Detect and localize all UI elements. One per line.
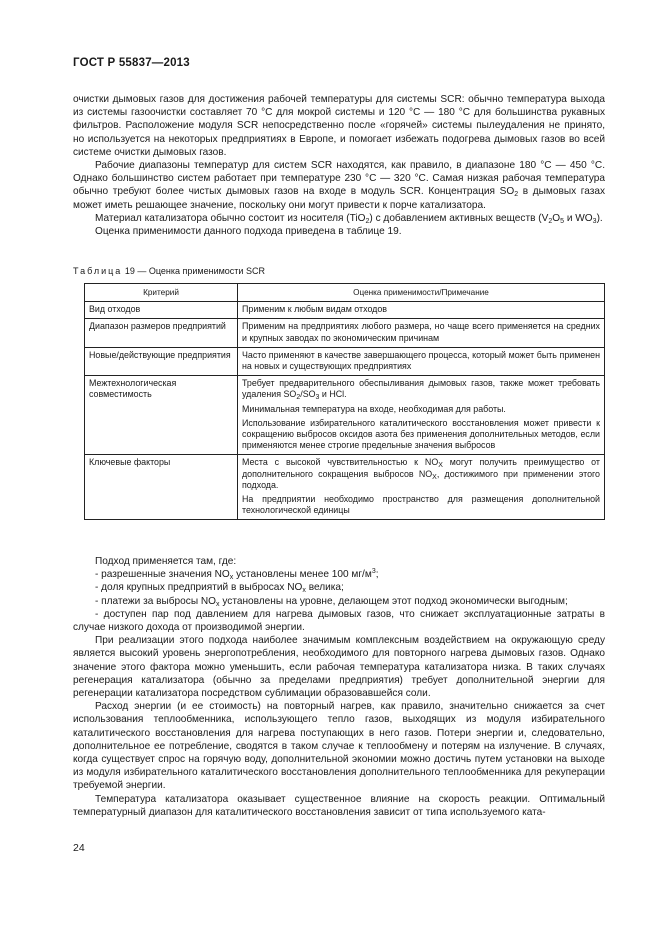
note-line: На предприятии необходимо пространство для размещения дополнительной технологической единицы [242, 494, 600, 516]
criterion-cell: Вид отходов [85, 302, 238, 319]
note-line: Места с высокой чувствительностью к $NO_X$ могут получить преимущество от дополнительного сокращения выбросов $NO_X$, достижимого при применении этого подхода. [242, 457, 600, 490]
note-cell: Применим к любым видам отходов [238, 302, 605, 319]
page-number: 24 [73, 842, 85, 854]
table-header: Критерий [85, 284, 238, 302]
note-cell: Применим на предприятиях любого размера, но чаще всего применяется на средних и крупных заводах по экономическим причинам [238, 319, 605, 347]
intro-text [73, 93, 605, 238]
note-line: Минимальная температура на входе, необходимая для работы. [242, 403, 506, 414]
criterion-cell: Диапазон размеров предприятий [85, 319, 238, 347]
paragraph: очистки дымовых газов для достижения рабочей температуры для системы SCR: обычно температура выхода из системы газоочистки составляет 70 °C для мокрой системы и 120 °C — 180 °C для большинства рукавных фильтров. Расположение модуля SCR непосредственно после «горячей» системы пылеудаления не принято, но используется на некоторых предприятиях в Европе, и помогает избежать подогрева дымовых газов во всей системе очистки дымовых газов. [73, 94, 605, 158]
table-row [85, 302, 605, 319]
document-header: ГОСТ Р 55837—2013 [73, 57, 190, 69]
table-row [85, 347, 605, 375]
paragraph: Температура катализатора оказывает существенное влияние на скорость реакции. Оптимальный температурный диапазон для каталитического восстановления зависит от типа используемого ката- [73, 793, 605, 818]
note-cell [238, 455, 605, 520]
list-item: - платежи за выбросы $NO_x$ установлены на уровне, делающем этот подход экономически выгодным; [95, 595, 568, 608]
table-row [85, 376, 605, 455]
table-caption: Таблица 19 — Оценка применимости SCR [73, 266, 265, 276]
criterion-cell: Межтехнологическая совместимость [85, 376, 238, 455]
paragraph: Подход применяется там, где: [95, 556, 237, 567]
note-line: Использование избирательного каталитического восстановления может привести к сокращению выбросов оксидов азота без применения дополнительных методов, если применяются менее строгие предельные значения выбросов [242, 417, 600, 451]
paragraph: При реализации этого подхода наиболее значимым комплексным воздействием на окружающую среду является высокий уровень энергопотребления, необходимого для повторного нагрева дымовых газов. Однако значение этого фактора можно уменьшить, если рабочая температура катализатора низка. В таких случаях регенерация катализатора (обычно за пределами предприятия) требует дополнительной энергии для регенерации катализатора посредством сублимации образовавшейся соли. [73, 635, 605, 700]
paragraph: Оценка применимости данного подхода приведена в таблице 19. [95, 226, 402, 238]
table-row [85, 455, 605, 520]
paragraph: Расход энергии (и ее стоимость) на повторный нагрев, как правило, значительно снижается за счет использования теплообменника, использующего тепло газов, выходящих из модуля избирательного каталитического восстановления для нагрева поступающих в него газов. Потери энергии и, следовательно, дополнительное ее потребление, сводятся в таком случае к теплообмену и потерям на излучение. В случаях, когда существует спрос на горячую воду, дополнительной экономии можно достичь путем установки на выходе из модуля избирательного каталитического восстановления дополнительного теплообменника для рекуперации требуемой энергии. [73, 701, 605, 792]
note-cell [238, 376, 605, 455]
applicability-table [84, 283, 605, 520]
note-cell: Часто применяют в качестве завершающего процесса, который может быть применен на новых и существующих предприятиях [238, 347, 605, 375]
table-header: Оценка применимости/Примечание [238, 284, 605, 302]
list-item: - разрешенные значения $NO_x$ установлены менее 100 $мг/м^3$; [95, 568, 379, 582]
note-line: Требует предварительного обеспыливания дымовых газов, также может требовать удаления $SO_2/SO_3$ и HCl. [242, 378, 600, 402]
criterion-cell: Ключевые факторы [85, 455, 238, 520]
paragraph: Рабочие диапазоны температур для систем SCR находятся, как правило, в диапазоне 180 °C — 450 °C. Однако большинство систем работает при температуре 230 °C — 320 °C. Самая низкая рабочая температура обычно требуют более чистых дымовых газов на входе в модуль SCR. Концентрация $SO_2$ в дымовых газах может иметь решающее значение, поскольку они могут привести к порче катализатора. [73, 160, 606, 211]
paragraph: Материал катализатора обычно состоит из носителя (TiO$_2$) с добавлением активных веществ ($V_2O_5$ и $WO_3$). [95, 212, 603, 225]
table-row [85, 319, 605, 347]
table-header-row [85, 284, 605, 302]
list-item: - доля крупных предприятий в выбросах $NO_x$ велика; [95, 582, 344, 595]
list-item: - доступен пар под давлением для нагрева дымовых газов, что снижает эксплуатационные затраты в случае низкого дохода от производимой энергии. [73, 608, 605, 634]
criterion-cell: Новые/действующие предприятия [85, 347, 238, 375]
main-text [73, 555, 605, 819]
